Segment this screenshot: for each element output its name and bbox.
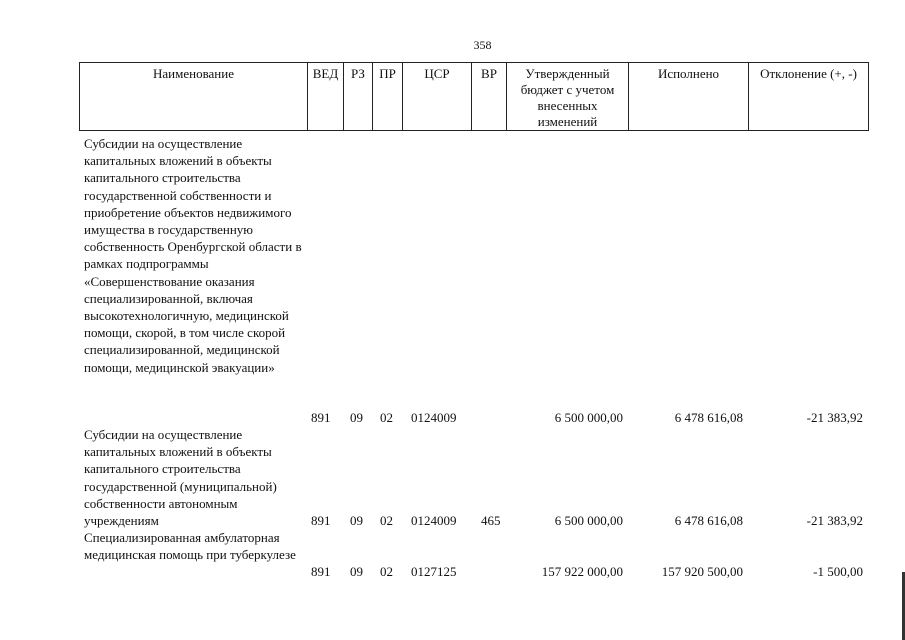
row-vr: 465 [481, 513, 501, 528]
row-budget: 6 500 000,00 [554, 513, 623, 528]
header-ved: ВЕД [308, 63, 344, 131]
row-csr: 0124009 [411, 513, 457, 528]
header-deviation: Отклонение (+, -) [749, 63, 869, 131]
row-pr: 02 [380, 410, 393, 425]
table-header [79, 62, 869, 131]
row-budget: 157 922 000,00 [541, 564, 623, 579]
row-csr: 0124009 [411, 410, 457, 425]
row-deviation: -1 500,00 [813, 564, 863, 579]
row-ved: 891 [311, 564, 331, 579]
row-ved: 891 [311, 410, 331, 425]
row-executed: 157 920 500,00 [661, 564, 743, 579]
header-rz: РЗ [344, 63, 373, 131]
header-name: Наименование [80, 63, 308, 131]
row-executed: 6 478 616,08 [674, 410, 743, 425]
page-number: 358 [473, 38, 492, 52]
row-deviation: -21 383,92 [806, 513, 863, 528]
row-budget: 6 500 000,00 [554, 410, 623, 425]
row-pr: 02 [380, 513, 393, 528]
row-name: Специализированная амбулаторная медицинская помощь при туберкулезе [84, 530, 296, 563]
header-executed: Исполнено [629, 63, 749, 131]
row-pr: 02 [380, 564, 393, 579]
header-vr: ВР [472, 63, 507, 131]
row-ved: 891 [311, 513, 331, 528]
header-csr: ЦСР [403, 63, 472, 131]
row-rz: 09 [350, 564, 363, 579]
row-executed: 6 478 616,08 [674, 513, 743, 528]
row-csr: 0127125 [411, 564, 457, 579]
row-rz: 09 [350, 410, 363, 425]
header-budget: Утвержденный бюджет с учетом внесенных изменений [507, 63, 629, 131]
row-rz: 09 [350, 513, 363, 528]
row-deviation: -21 383,92 [806, 410, 863, 425]
header-pr: ПР [373, 63, 403, 131]
row-name: Субсидии на осуществление капитальных вложений в объекты капитального строительства государственной собственности и приобретение объектов недвижимого имущества в государственную собственность Оренбургской области в рамках подпрограммы «Совершенствование оказания специализированной, включая высокотехнологичную, медицинской помощи, скорой, в том числе скорой специализированной, медицинской помощи, медицинской эвакуации» [84, 136, 302, 375]
row-name: Субсидии на осуществление капитальных вложений в объекты капитального строительства государственной (муниципальной) собственности автономным учреждениям [84, 427, 277, 529]
